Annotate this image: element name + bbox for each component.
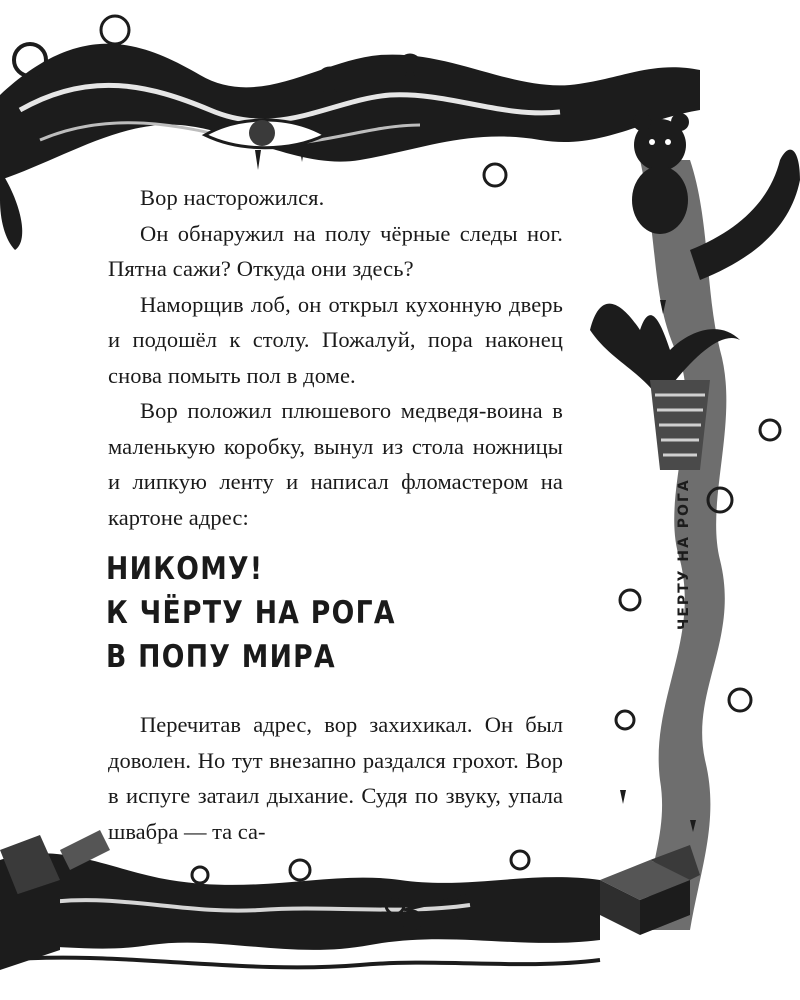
bottom-vine: [0, 851, 600, 967]
address-line-1: НИКОМУ!: [106, 551, 264, 587]
body-text-bottom: [108, 707, 563, 849]
address-line-2: К ЧЁРТУ НА РОГА: [106, 595, 396, 631]
paragraph-2: Он обнаружил на полу чёрные следы ног. Пятна сажи? Откуда они здесь?: [108, 220, 563, 281]
paragraph-5: Перечитав адрес, вор захихикал. Он был доволен. Но тут внезапно раздался грохот. Вор в испуге затаил дыхание. Судя по звуку, упала швабра — та са-: [108, 712, 563, 844]
handwritten-address: [106, 547, 467, 679]
address-line-3: В ПОПУ МИРА: [106, 639, 336, 675]
parcel-label: ЧЕРТУ НА РОГА: [676, 478, 692, 630]
paragraph-3: Наморщив лоб, он открыл кухонную дверь и подошёл к столу. Пожалуй, пора наконец снова помыть пол в доме.: [108, 291, 563, 388]
paragraph-1: Вор насторожился.: [140, 185, 325, 210]
right-vine: [590, 150, 800, 930]
body-text-top: [108, 180, 563, 535]
paragraph-4: Вор положил плюшевого медведя-воина в маленькую коробку, вынул из стола ножницы и липкую ленту и написал фломастером на картоне адрес:: [108, 398, 563, 530]
